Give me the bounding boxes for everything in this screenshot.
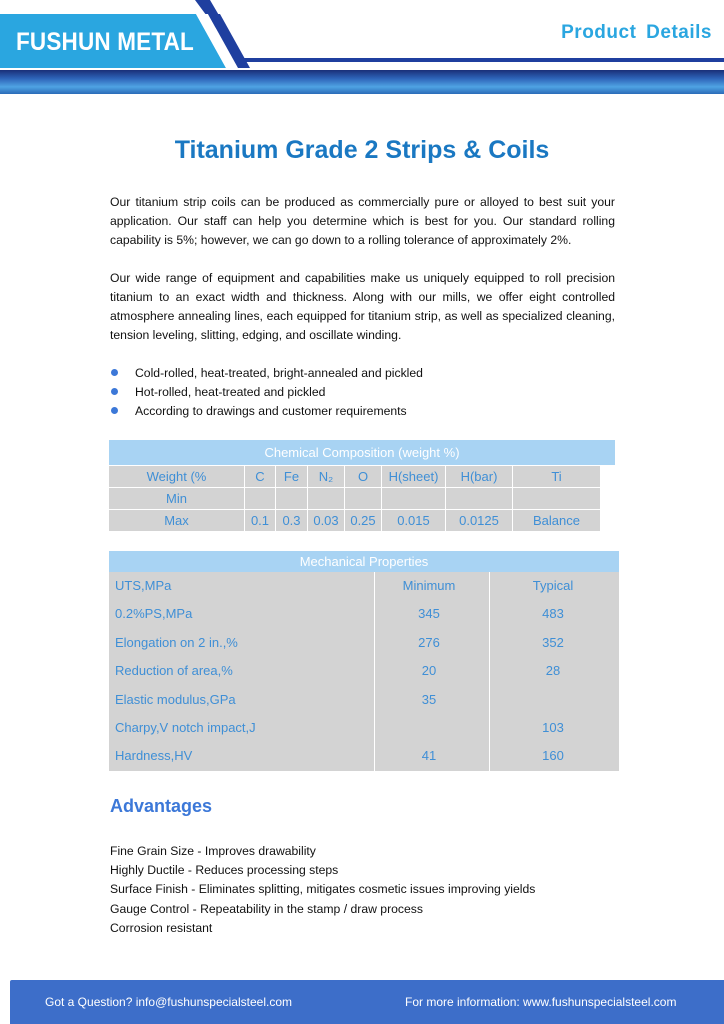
table-row bbox=[109, 714, 619, 742]
table-header-cell: Fe bbox=[276, 465, 308, 487]
list-item bbox=[110, 364, 423, 383]
table-header-cell: H(bar) bbox=[446, 465, 513, 487]
table-cell bbox=[245, 487, 276, 509]
table-cell: 0.25 bbox=[345, 509, 382, 531]
list-item bbox=[110, 402, 423, 421]
property-name: Elastic modulus,GPa bbox=[115, 691, 236, 707]
advantages-list bbox=[110, 842, 535, 938]
property-name: Elongation on 2 in.,% bbox=[115, 634, 238, 650]
bullet-icon bbox=[111, 388, 118, 395]
page-header bbox=[0, 0, 724, 96]
bullet-icon bbox=[111, 407, 118, 414]
table-title: Mechanical Properties bbox=[109, 551, 619, 572]
typical-value: 483 bbox=[542, 606, 564, 622]
intro-paragraph-2: Our wide range of equipment and capabilities make us uniquely equipped to roll precision titanium to an exact width and thickness. Along with our mills, we offer eight controlled atmosphere annealing lines, each equipped for titanium strip, as well as specialized cleaning, tension leveling, slitting, edging, and oscillate winding. bbox=[110, 271, 615, 342]
typical-value: 28 bbox=[545, 663, 561, 679]
list-item: Fine Grain Size - Improves drawability bbox=[110, 844, 316, 858]
table-cell: 0.0125 bbox=[446, 509, 513, 531]
table-cell bbox=[446, 487, 513, 509]
minimum-value: 20 bbox=[421, 663, 437, 679]
table-cell bbox=[276, 487, 308, 509]
mechanical-properties-table bbox=[109, 551, 619, 771]
table-cell bbox=[308, 487, 345, 509]
table-header-cell: C bbox=[245, 465, 276, 487]
typical-value: 160 bbox=[542, 748, 564, 764]
website-text: For more information: www.fushunspecialsteel.com bbox=[405, 995, 677, 1009]
list-item-text: Cold-rolled, heat-treated, bright-annealed and pickled bbox=[135, 366, 423, 380]
column-divider bbox=[489, 572, 490, 771]
minimum-value: 41 bbox=[421, 748, 437, 764]
minimum-value: 345 bbox=[418, 606, 440, 622]
minimum-value: 35 bbox=[421, 691, 437, 707]
table-row bbox=[109, 742, 619, 770]
typical-value bbox=[487, 686, 619, 714]
table-row bbox=[109, 657, 619, 685]
typical-value: Typical bbox=[532, 578, 574, 593]
table-header-cell: N₂ bbox=[308, 465, 345, 487]
property-name: Charpy,V notch impact,J bbox=[115, 719, 256, 735]
table-header-cell: Weight (% bbox=[109, 465, 245, 487]
table-cell: 0.3 bbox=[276, 509, 308, 531]
list-item-text: Hot-rolled, heat-treated and pickled bbox=[135, 385, 326, 400]
property-name: UTS,MPa bbox=[115, 578, 172, 593]
minimum-value: Minimum bbox=[402, 578, 456, 593]
chemical-composition-table bbox=[109, 440, 615, 531]
table-title: Chemical Composition (weight %) bbox=[109, 440, 615, 465]
page-title: Titanium Grade 2 Strips & Coils bbox=[174, 136, 550, 164]
intro-paragraph-1: Our titanium strip coils can be produced as commercially pure or alloyed to best suit your application. Our staff can help you determine which is best for you. Our standard rolling capability is 5%; however, we can go down to a rolling tolerance of approximately 2%. bbox=[110, 195, 615, 247]
list-item: Surface Finish - Eliminates splitting, mitigates cosmetic issues improving yields bbox=[110, 882, 536, 897]
property-name: 0.2%PS,MPa bbox=[115, 606, 193, 622]
table-cell: 0.1 bbox=[245, 509, 276, 531]
table-row bbox=[109, 600, 619, 628]
brand-logo: FUSHUN METAL bbox=[16, 28, 194, 56]
table-cell: Balance bbox=[513, 509, 600, 531]
minimum-value bbox=[371, 714, 487, 742]
feature-bullet-list bbox=[110, 364, 423, 422]
bullet-icon bbox=[111, 369, 118, 376]
column-divider bbox=[374, 572, 375, 771]
table-cell: Max bbox=[109, 509, 245, 531]
table-cell: 0.015 bbox=[382, 509, 446, 531]
list-item: Corrosion resistant bbox=[110, 920, 213, 935]
list-item-text: According to drawings and customer requirements bbox=[135, 404, 407, 419]
advantages-heading: Advantages bbox=[110, 796, 213, 816]
table-cell bbox=[382, 487, 446, 509]
table-header-cell: Ti bbox=[513, 465, 600, 487]
table-cell bbox=[513, 487, 600, 509]
property-name: Hardness,HV bbox=[115, 748, 193, 764]
list-item bbox=[110, 383, 423, 402]
list-item: Gauge Control - Repeatability in the stamp / draw process bbox=[110, 901, 423, 916]
table-row bbox=[109, 629, 619, 657]
typical-value: 352 bbox=[542, 634, 564, 650]
table-cell: Min bbox=[109, 487, 245, 509]
table-header-cell: O bbox=[345, 465, 382, 487]
table-row bbox=[109, 686, 619, 714]
list-item: Highly Ductile - Reduces processing steps bbox=[110, 863, 339, 878]
table-cell: 0.03 bbox=[308, 509, 345, 531]
chemical-grid bbox=[109, 465, 615, 531]
contact-email-text: Got a Question? info@fushunspecialsteel.com bbox=[45, 995, 292, 1009]
minimum-value: 276 bbox=[418, 634, 440, 650]
table-cell bbox=[345, 487, 382, 509]
property-name: Reduction of area,% bbox=[115, 663, 233, 679]
table-row bbox=[109, 572, 619, 600]
page-footer bbox=[10, 980, 724, 1024]
mechanical-body bbox=[109, 572, 619, 771]
typical-value: 103 bbox=[542, 719, 564, 735]
page-label: Product Details bbox=[561, 22, 712, 43]
table-header-cell: H(sheet) bbox=[382, 465, 446, 487]
